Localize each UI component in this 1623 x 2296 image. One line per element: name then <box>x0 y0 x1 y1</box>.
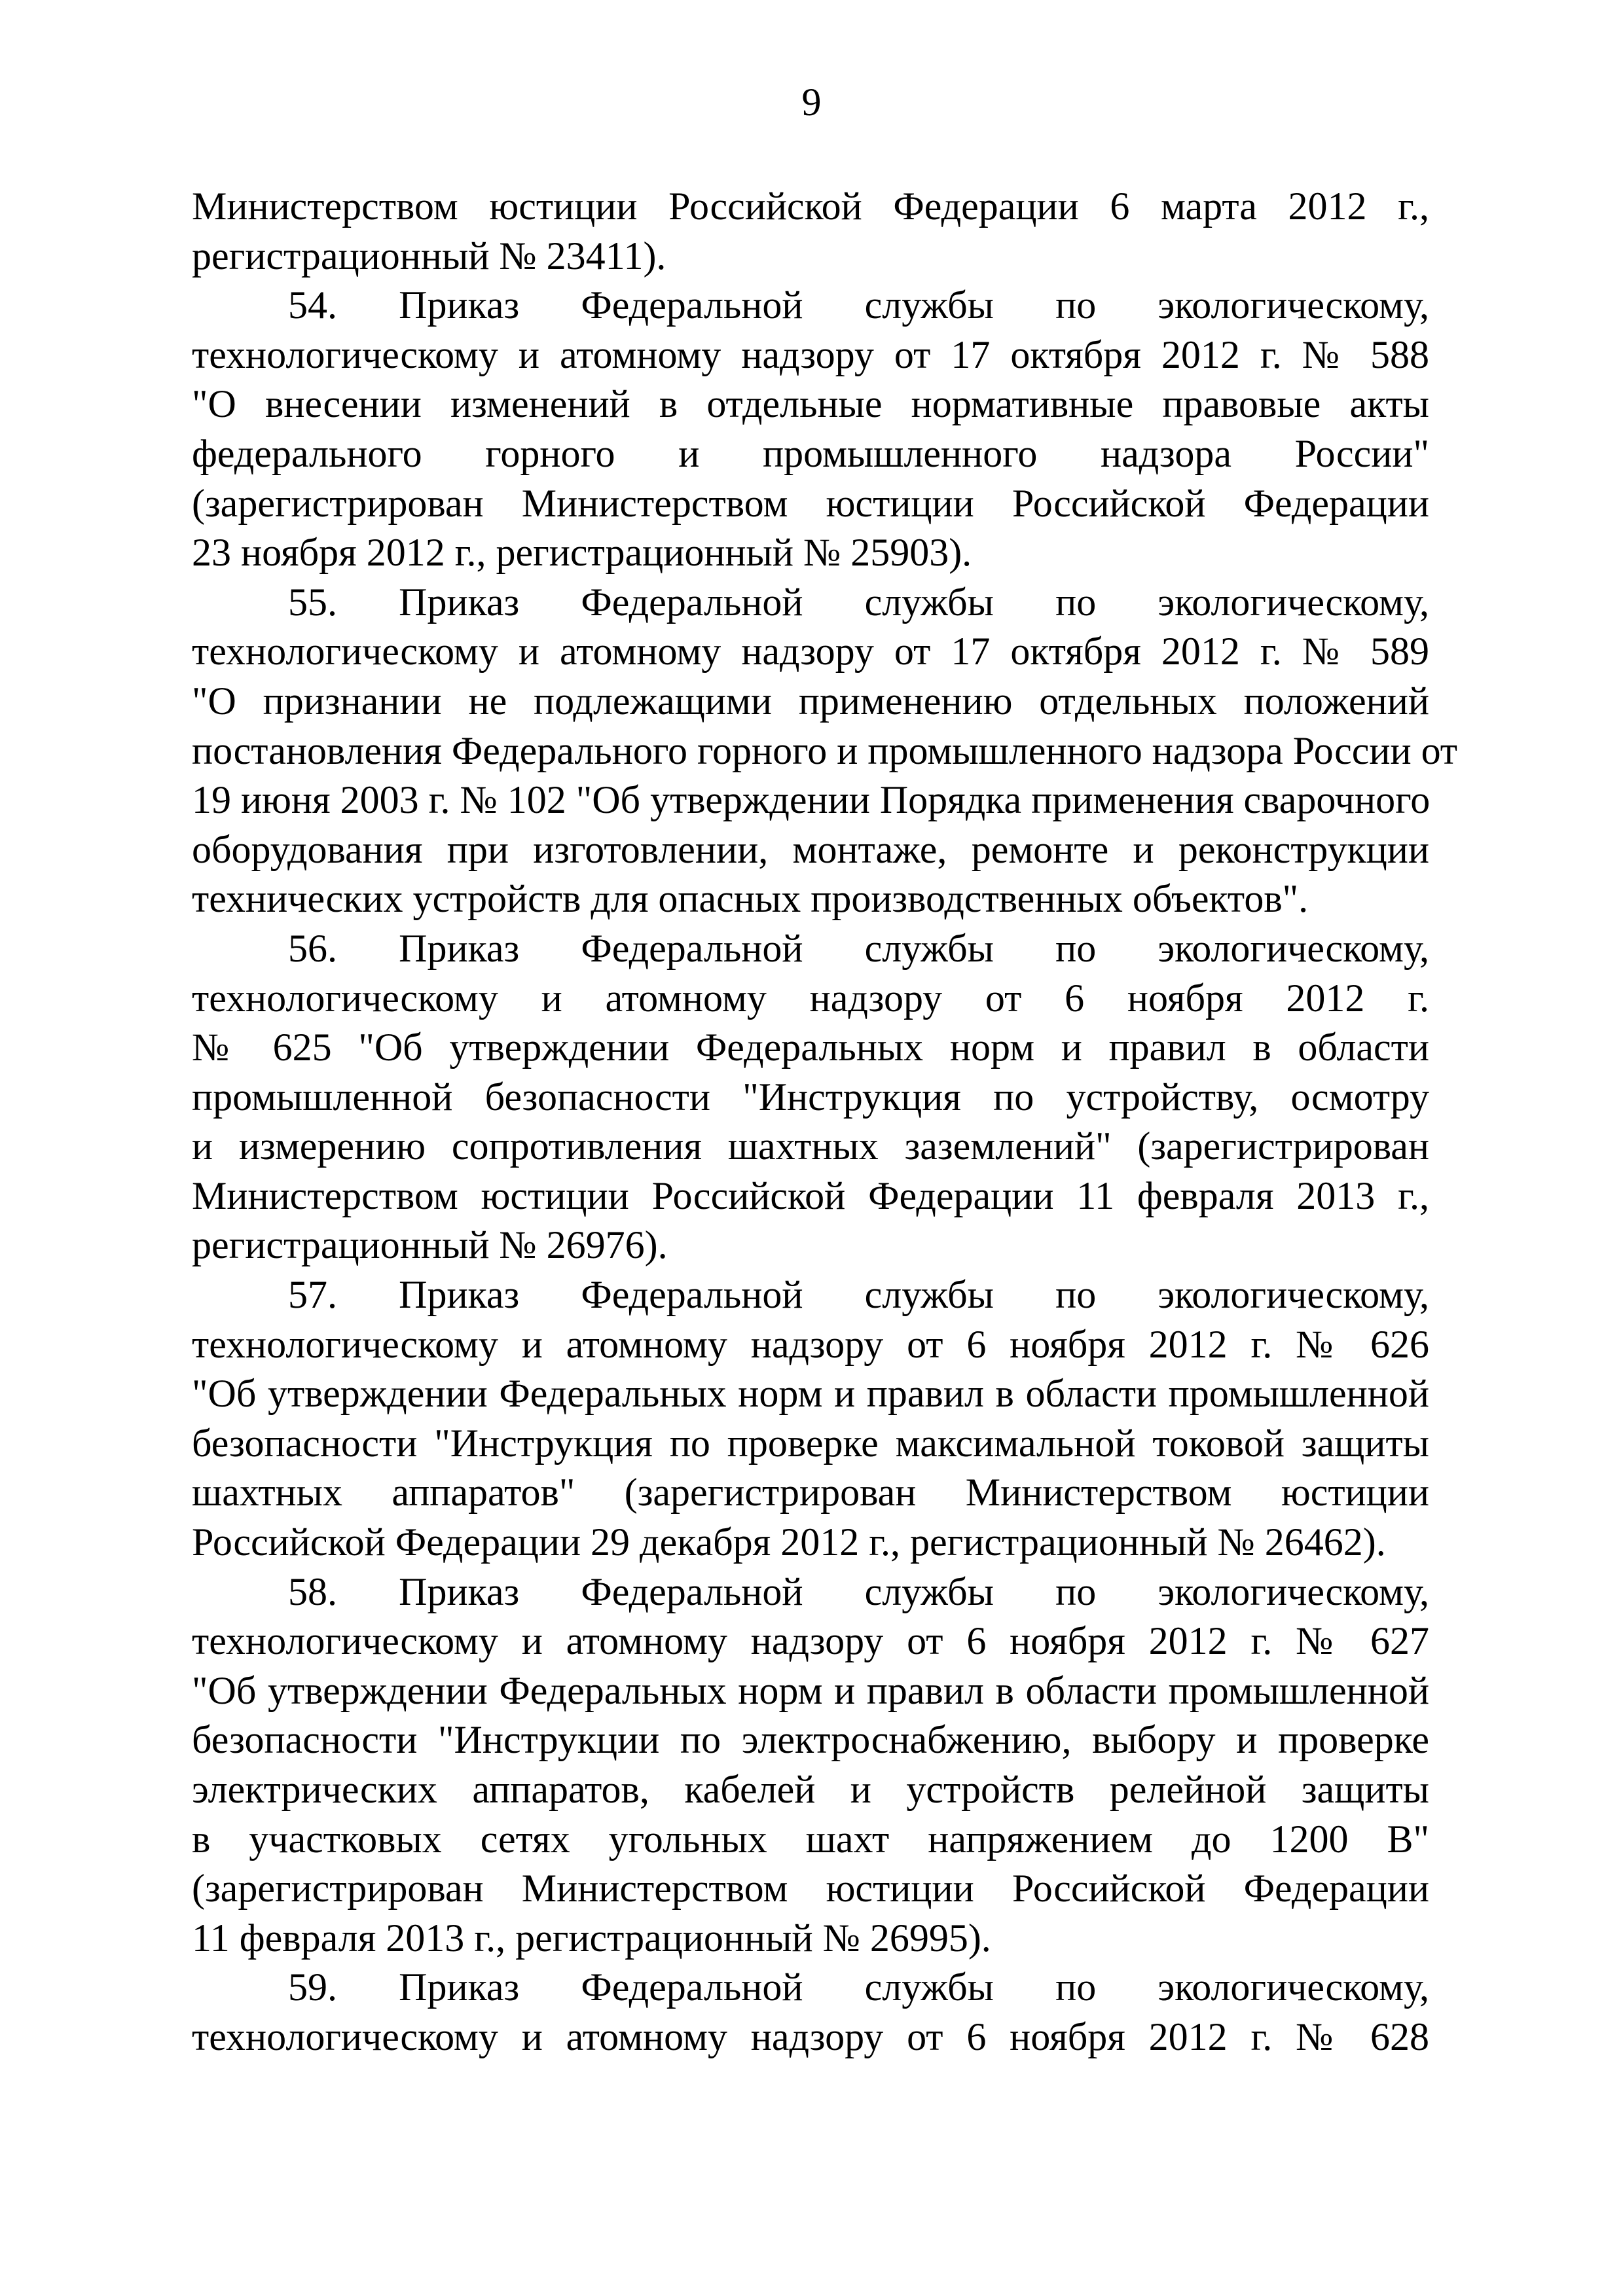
list-item-start-line: 57. Приказ Федеральной службы по экологическому, <box>288 1273 1429 1317</box>
list-item-start-line: 58. Приказ Федеральной службы по экологическому, <box>288 1570 1429 1613</box>
text-line: безопасности "Инструкция по проверке максимальной токовой защиты <box>192 1421 1429 1465</box>
text-line: безопасности "Инструкции по электроснабжению, выбору и проверке <box>192 1718 1429 1762</box>
page-number: 9 <box>801 81 822 124</box>
text-line: Министерством юстиции Российской Федерации 11 февраля 2013 г., <box>192 1174 1429 1217</box>
text-line: технологическому и атомному надзору от 17 октября 2012 г. № 588 <box>192 332 1429 376</box>
text-line: технологическому и атомному надзору от 6 ноября 2012 г. <box>192 976 1429 1020</box>
text-line: "Об утверждении Федеральных норм и правил в области промышленной <box>192 1372 1429 1416</box>
text-line: технических устройств для опасных производственных объектов". <box>192 877 1309 921</box>
text-line: технологическому и атомному надзору от 6 ноября 2012 г. № 627 <box>192 1619 1429 1663</box>
list-item-start-line: 59. Приказ Федеральной службы по экологическому, <box>288 1965 1429 2009</box>
text-line: регистрационный № 26976). <box>192 1223 668 1267</box>
text-line: регистрационный № 23411). <box>192 234 666 278</box>
text-line: "О признании не подлежащими применению отдельных положений <box>192 679 1429 723</box>
text-line: (зарегистрирован Министерством юстиции Российской Федерации <box>192 1867 1429 1910</box>
text-line: постановления Федерального горного и промышленного надзора России от <box>192 728 1458 772</box>
text-line: технологическому и атомному надзору от 17 октября 2012 г. № 589 <box>192 630 1429 673</box>
text-line: технологическому и атомному надзору от 6 ноября 2012 г. № 628 <box>192 2015 1429 2058</box>
text-line: "Об утверждении Федеральных норм и правил в области промышленной <box>192 1668 1429 1712</box>
list-item-start-line: 55. Приказ Федеральной службы по экологическому, <box>288 580 1429 624</box>
text-line: и измерению сопротивления шахтных заземлений" (зарегистрирован <box>192 1124 1429 1168</box>
text-line: Министерством юстиции Российской Федерации 6 марта 2012 г., <box>192 185 1429 228</box>
text-line: федерального горного и промышленного надзора России" <box>192 431 1429 475</box>
text-line: оборудования при изготовлении, монтаже, ремонте и реконструкции <box>192 827 1429 871</box>
text-line: в участковых сетях угольных шахт напряжением до 1200 В" <box>192 1817 1429 1861</box>
text-line: 11 февраля 2013 г., регистрационный № 26995). <box>192 1916 991 1960</box>
text-line: № 625 "Об утверждении Федеральных норм и правил в области <box>192 1026 1429 1069</box>
text-line: технологическому и атомному надзору от 6 ноября 2012 г. № 626 <box>192 1322 1429 1366</box>
list-item-start-line: 56. Приказ Федеральной службы по экологическому, <box>288 926 1429 970</box>
text-line: шахтных аппаратов" (зарегистрирован Министерством юстиции <box>192 1471 1429 1515</box>
text-line: (зарегистрирован Министерством юстиции Российской Федерации <box>192 481 1429 525</box>
text-line: электрических аппаратов, кабелей и устройств релейной защиты <box>192 1768 1429 1811</box>
text-line: "О внесении изменений в отдельные нормативные правовые акты <box>192 382 1429 426</box>
text-line: Российской Федерации 29 декабря 2012 г., регистрационный № 26462). <box>192 1520 1386 1564</box>
text-line: промышленной безопасности "Инструкция по устройству, осмотру <box>192 1075 1429 1119</box>
text-line: 23 ноября 2012 г., регистрационный № 25903). <box>192 531 972 575</box>
document-body <box>192 182 1458 2062</box>
text-line: 19 июня 2003 г. № 102 "Об утверждении Порядка применения сварочного <box>192 778 1431 822</box>
list-item-start-line: 54. Приказ Федеральной службы по экологическому, <box>288 283 1429 327</box>
